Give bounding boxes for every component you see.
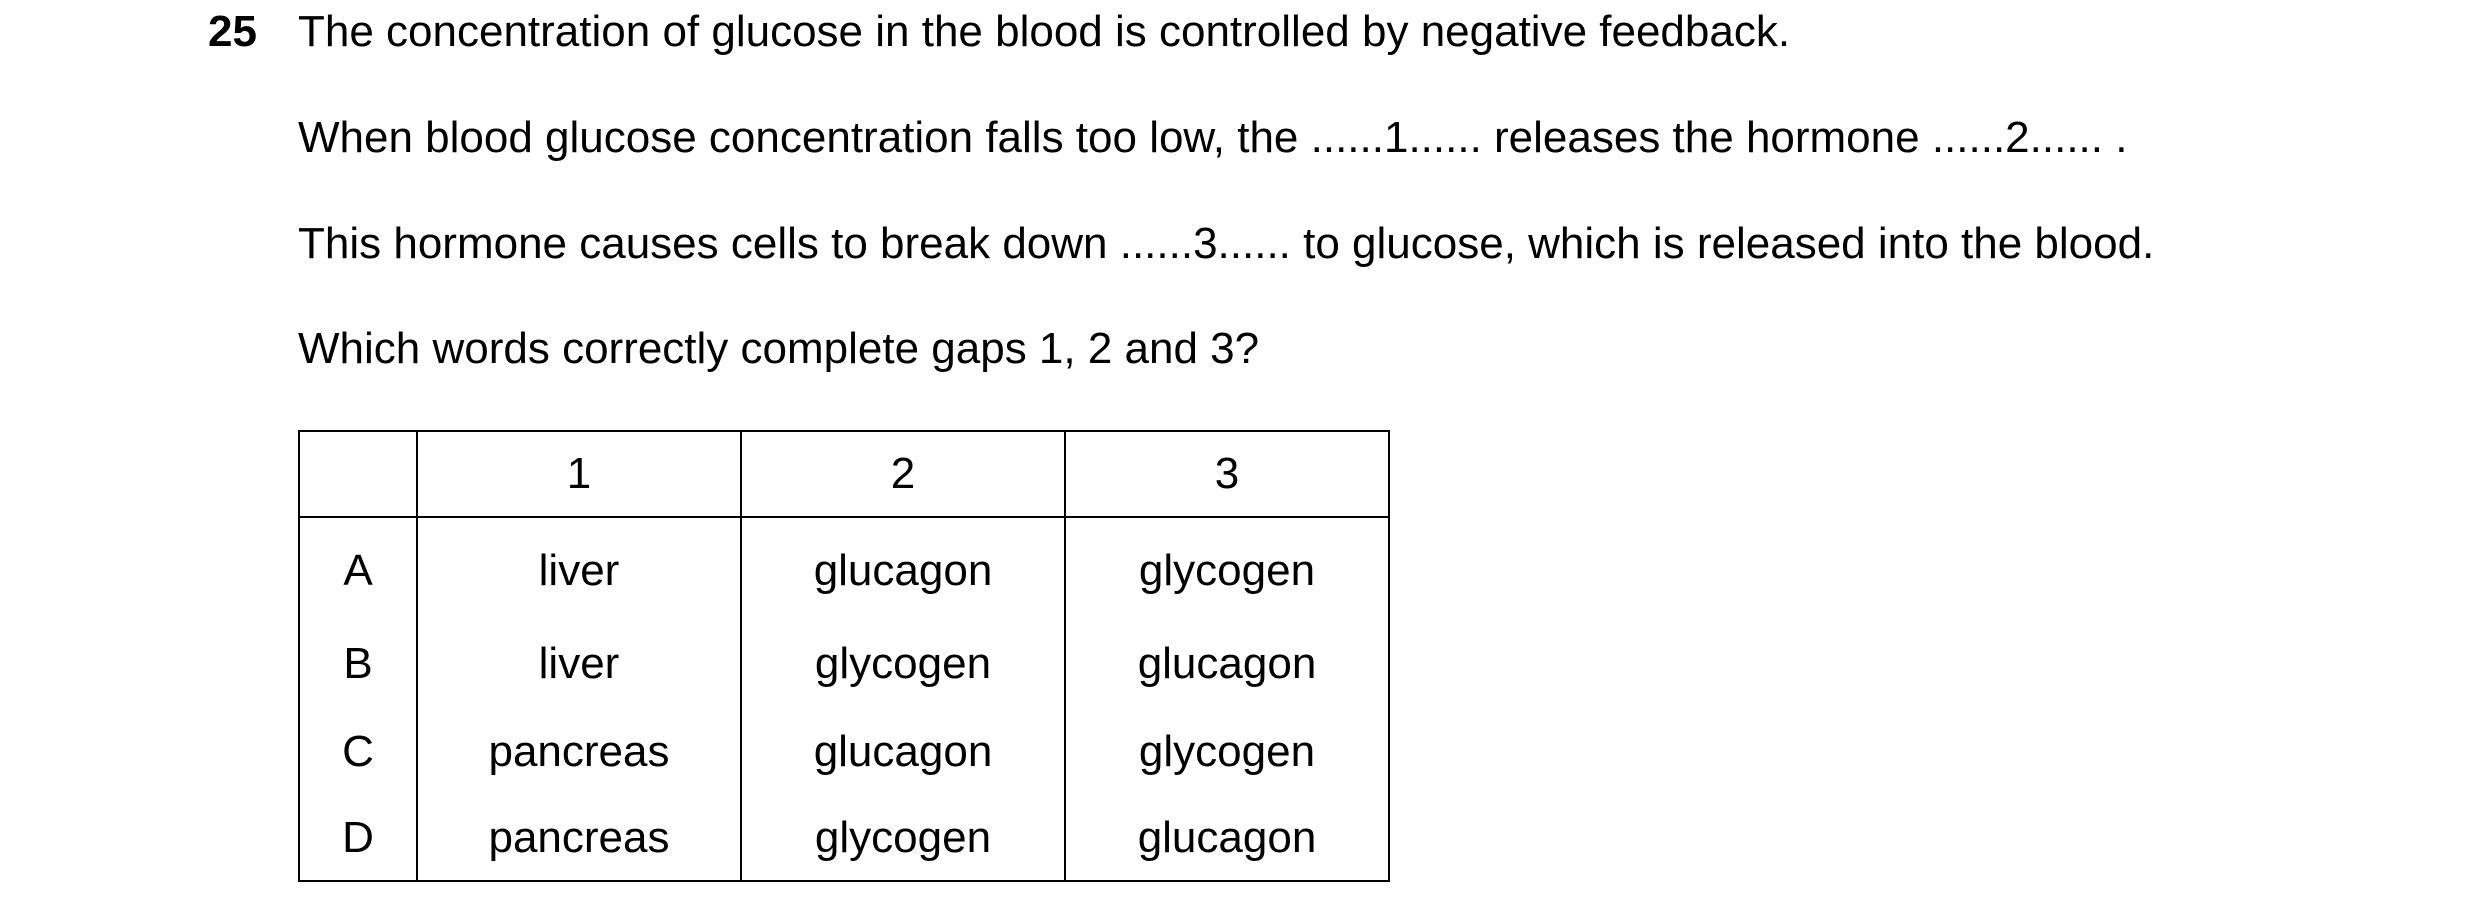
option-letter: A [299,517,417,620]
gap-3-cell: glucagon [1065,620,1389,708]
gap-1-cell: pancreas [417,796,741,881]
gap-2-cell: glucagon [741,517,1065,620]
question-prompt: Which words correctly complete gaps 1, 2 and 3? [298,324,1260,373]
gap-3-cell: glucagon [1065,796,1389,881]
gap-2-cell: glycogen [741,620,1065,708]
gap-1-cell: pancreas [417,708,741,796]
option-row-d[interactable] [299,796,1389,881]
header-blank [299,431,417,517]
gap-1-cell: liver [417,620,741,708]
option-row-b[interactable] [299,620,1389,708]
question-number: 25 [208,7,257,56]
gap-1-cell: liver [417,517,741,620]
header-gap-3: 3 [1065,431,1389,517]
option-row-a[interactable] [299,517,1389,620]
option-letter: C [299,708,417,796]
option-row-c[interactable] [299,708,1389,796]
gap-3-cell: glycogen [1065,517,1389,620]
question-stem-line-2: When blood glucose concentration falls too low, the ......1...... releases the hormone ......2...... . [298,113,2128,162]
gap-2-cell: glucagon [741,708,1065,796]
question-stem-line-3: This hormone causes cells to break down ......3...... to glucose, which is released into the blood. [298,219,2155,268]
gap-2-cell: glycogen [741,796,1065,881]
question-stem-line-1: The concentration of glucose in the blood is controlled by negative feedback. [298,7,1791,56]
option-letter: B [299,620,417,708]
header-gap-1: 1 [417,431,741,517]
gap-3-cell: glycogen [1065,708,1389,796]
answer-options-table [298,430,1390,882]
table-header-row [299,431,1389,517]
option-letter: D [299,796,417,881]
header-gap-2: 2 [741,431,1065,517]
